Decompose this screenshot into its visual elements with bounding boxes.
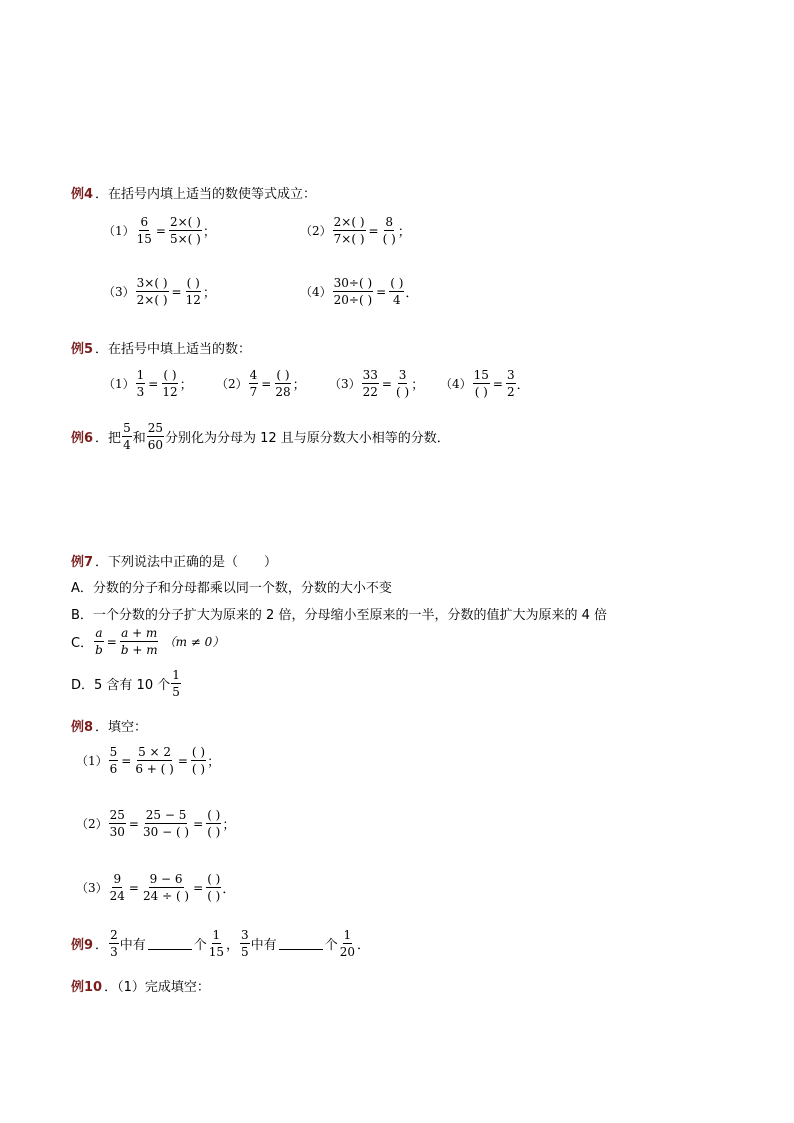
example-title: ．填空： [95,720,148,735]
text: 和 [132,431,146,446]
denominator: 7 [249,385,258,399]
example-4-heading [71,183,316,202]
option-c [71,627,224,656]
denominator: 3 [136,385,145,399]
denominator: b + m [120,643,158,657]
example-label: 例5 [71,342,94,357]
numerator: ( ) [207,872,221,886]
fraction [136,216,153,245]
equals-sign: = [128,816,139,831]
numerator: 2×( ) [169,215,201,229]
fraction [120,627,159,656]
denominator: 3 [110,945,118,959]
option-d [71,669,182,698]
ex8-q1 [76,746,220,775]
denominator: 6 [109,762,118,776]
fraction [382,216,397,245]
fraction [136,277,169,306]
denominator: 4 [392,293,401,307]
fraction [109,873,126,902]
numerator: 1 [172,668,180,682]
ex8-q2 [76,809,235,838]
option-text: A．分数的分子和分母都乘以同一个数，分数的大小不变 [71,581,392,596]
numerator: a [95,626,103,640]
fraction [339,929,356,958]
option-label: C． [71,636,94,651]
denominator: b [95,643,103,657]
denominator: 20÷( ) [333,293,373,307]
question-number: （2） [300,224,332,238]
equals-sign: = [155,223,166,238]
text: 个 [324,938,338,953]
numerator: 6 [140,215,149,229]
numerator: 8 [385,215,393,229]
numerator: 30÷( ) [333,276,373,290]
fraction [240,929,250,958]
fraction [185,277,202,306]
fraction [191,746,206,775]
denominator: ( ) [395,385,410,399]
equals-sign: = [128,880,139,895]
ex4-q4 [300,277,418,306]
numerator: 1 [212,928,221,942]
answer-blank[interactable] [148,937,192,950]
question-number: （3） [76,881,108,895]
numerator: 15 [473,368,489,382]
option-a [71,577,392,596]
denominator: 20 [339,945,355,959]
denominator: 15 [136,232,152,246]
denominator: ( ) [207,889,221,903]
denominator: 12 [185,293,201,307]
punctuation: ； [222,818,236,833]
fraction [109,809,126,838]
denominator: 6 + ( ) [135,762,174,776]
fraction [506,369,516,398]
fraction [169,216,202,245]
fraction [142,809,190,838]
denominator: 30 − ( ) [142,825,190,839]
equals-sign: = [171,284,182,299]
fraction [122,422,132,451]
fraction [206,873,221,902]
numerator: a + m [121,626,158,640]
example-5-heading [71,338,251,357]
numerator: 25 [147,421,163,435]
punctuation: ； [207,755,221,770]
denominator: 60 [147,438,163,452]
question-number: （1） [103,377,135,391]
equals-sign: = [148,376,159,391]
denominator: 5×( ) [169,232,201,246]
fraction [333,277,374,306]
text: 中有 [119,938,146,953]
numerator: ( ) [191,745,206,759]
punctuation: ； [202,286,216,301]
equals-sign: = [193,880,204,895]
numerator: ( ) [186,276,200,290]
numerator: 9 − 6 [149,872,183,886]
numerator: 25 [109,808,125,822]
numerator: 9 [113,872,122,886]
numerator: 3 [241,928,249,942]
example-title: ．下列说法中正确的是（ ） [95,555,278,570]
ex5-q3 [329,369,424,398]
numerator: 3 [398,368,407,382]
example-7-heading [71,551,277,570]
question-number: （4） [300,285,332,299]
denominator: ( ) [382,232,396,246]
denominator: 30 [109,825,125,839]
numerator: 5 [123,421,131,435]
numerator: 2×( ) [333,215,365,229]
fraction [109,746,119,775]
denominator: 2×( ) [136,293,168,307]
punctuation: ． [516,378,530,393]
equals-sign: = [492,376,503,391]
example-label: 例8 [71,720,94,735]
denominator: 2 [506,385,515,399]
fraction [208,929,225,958]
denominator: 7×( ) [333,232,365,246]
equals-sign: = [381,376,392,391]
example-10-heading [71,976,210,995]
example-6 [71,422,450,451]
fraction [94,627,104,656]
example-label: 例9 [71,938,94,953]
text: 分别化为分母为 12 且与原分数大小相等的分数． [165,431,450,446]
denominator: 5 [241,945,249,959]
numerator: 1 [136,368,145,382]
numerator: 25 − 5 [145,808,187,822]
example-9 [71,929,370,958]
fraction [473,369,490,398]
equals-sign: = [261,376,272,391]
numerator: ( ) [390,276,404,290]
numerator: 5 × 2 [138,745,172,759]
denominator: 24 [109,889,125,903]
ex5-q2 [216,369,306,398]
denominator: 12 [162,385,178,399]
numerator: ( ) [276,368,290,382]
text: ， [226,938,240,953]
option-b [71,604,607,623]
fraction [171,669,181,698]
answer-blank[interactable] [279,937,323,950]
denominator: 24 ÷ ( ) [142,889,190,903]
fraction [134,746,175,775]
condition: （m ≠ 0） [163,635,225,649]
example-label: 例10 [71,980,103,995]
denominator: ( ) [207,825,221,839]
question-number: （2） [216,377,248,391]
punctuation: ． [356,938,370,953]
text: 中有 [250,938,277,953]
denominator: 28 [275,385,291,399]
example-title: ．在括号内填上适当的数使等式成立： [95,187,317,202]
ex8-q3 [76,873,235,902]
fraction [206,809,221,838]
example-8-heading [71,716,147,735]
ex5-q4 [440,369,530,398]
fraction [161,369,178,398]
example-title: ．（1）完成填空： [104,980,210,995]
question-number: （3） [329,377,361,391]
text: 个 [193,938,207,953]
denominator: 5 [172,685,180,699]
example-label: 例7 [71,555,94,570]
fraction [274,369,291,398]
option-text: B．一个分数的分子扩大为原来的 2 倍，分母缩小至原来的一半，分数的值扩大为原来的 4 倍 [71,608,607,623]
numerator: 3 [506,368,515,382]
equals-sign: = [121,753,132,768]
numerator: 2 [110,928,118,942]
question-number: （4） [440,377,472,391]
fraction [109,929,119,958]
equals-sign: = [193,816,204,831]
numerator: 5 [109,745,118,759]
punctuation: ． [222,882,236,897]
question-number: （1） [76,754,108,768]
punctuation: ； [179,378,193,393]
option-text: D．5 含有 10 个 [71,678,171,693]
ex4-q3 [103,277,216,306]
fraction [389,277,404,306]
ex5-q1 [103,369,193,398]
question-number: （2） [76,817,108,831]
numerator: ( ) [207,808,221,822]
denominator: 22 [362,385,378,399]
punctuation: ； [397,225,411,240]
example-label: 例6 [71,431,94,446]
punctuation: ． [405,286,419,301]
equals-sign: = [376,284,387,299]
equals-sign: = [368,223,379,238]
denominator: ( ) [474,385,488,399]
numerator: ( ) [163,368,177,382]
fraction [362,369,379,398]
numerator: 1 [343,928,352,942]
fraction [395,369,410,398]
question-number: （3） [103,285,135,299]
numerator: 3×( ) [136,276,168,290]
text: ．把 [95,431,122,446]
question-number: （1） [103,224,135,238]
denominator: ( ) [191,762,206,776]
fraction [249,369,259,398]
fraction [136,369,146,398]
punctuation: ； [292,378,306,393]
numerator: 4 [249,368,258,382]
ex4-q2 [300,216,411,245]
equals-sign: = [106,634,117,649]
example-label: 例4 [71,187,94,202]
punctuation: ； [202,225,216,240]
numerator: 33 [362,368,378,382]
denominator: 4 [123,438,131,452]
fraction [333,216,366,245]
text: ． [95,938,109,953]
denominator: 15 [208,945,225,959]
punctuation: ； [411,378,425,393]
fraction [142,873,190,902]
example-title: ．在括号中填上适当的数： [95,342,252,357]
fraction [147,422,164,451]
equals-sign: = [177,753,188,768]
ex4-q1 [103,216,216,245]
